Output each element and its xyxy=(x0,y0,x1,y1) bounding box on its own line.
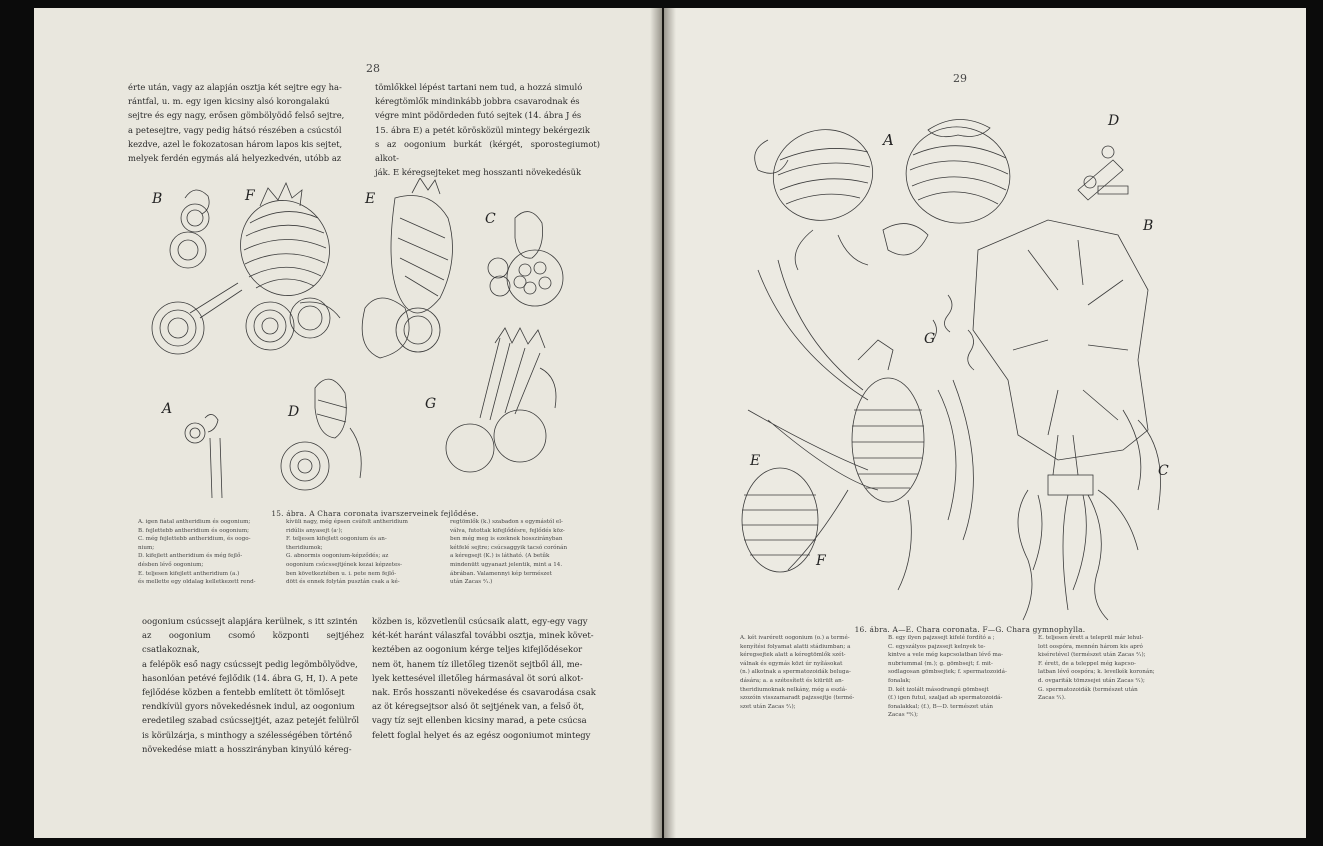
caption-line: désben lévő oogonium; xyxy=(138,561,204,568)
svg-text:F: F xyxy=(245,188,255,204)
caption-line: oogonium csúcssejtjének kezai képzetes- xyxy=(286,561,403,568)
text-line: kéregtömlők mindinkább jobbra csavarodnak és xyxy=(375,96,580,107)
caption-line: F. teljesen kifejlett oogonium és an- xyxy=(286,536,387,543)
text-line: hasonlóan petévé fejlődik (14. ábra G, H, I). A pete xyxy=(142,672,358,683)
caption-line: lott oospóra, mennén három kis apró xyxy=(1038,643,1143,650)
text-line: nem öt, hanem tíz illetőleg tizenöt sejtből áll, me- xyxy=(372,658,583,669)
text-line: a felépök eső nagy csúcssejt pedig legömbölyödve, xyxy=(142,658,358,669)
caption-line: B. fejlettebb antheridium és oogonium; xyxy=(138,527,250,534)
caption-line: A. igen fiatal antheridium és oogonium; xyxy=(138,519,251,525)
text-line: az oogonium csomó központi sejtjéhez csatlakoznak, xyxy=(142,630,364,655)
fig15-caption-col-3 xyxy=(450,518,590,587)
fig15-A xyxy=(185,414,222,498)
fig15-caption-col-2 xyxy=(286,518,426,587)
figure-15-illustration xyxy=(150,178,600,508)
text-line: nak. Erős hosszanti növekedése és csavarodása csak xyxy=(372,687,596,698)
svg-text:B: B xyxy=(1143,218,1154,234)
fig15-D xyxy=(281,379,361,490)
fig16-D xyxy=(1078,146,1128,200)
figure-16-illustration xyxy=(728,90,1188,630)
fig16-G xyxy=(933,295,974,370)
left-page-number: 28 xyxy=(366,62,380,75)
caption-line: theridiumok; xyxy=(286,544,323,551)
text-line: felett foglal helyet és az egész oogoniumot mintegy xyxy=(372,729,591,740)
text-line: s az oogonium burkát (kérgét, sporostegiumot) alkot- xyxy=(375,138,600,164)
svg-text:G: G xyxy=(425,396,437,412)
text-line: az öt kéregsejtsor alsó öt sejtjének van, a felső öt, xyxy=(372,701,585,712)
text-line: ják. E kéregsejteket meg hosszanti növekedésük xyxy=(375,167,582,178)
fig16-B xyxy=(973,220,1148,460)
caption-line: C. egyszályos pajzssejt kelnyek te- xyxy=(888,643,986,650)
caption-line: dására; a. a szétesített és kiürült an- xyxy=(740,677,844,684)
caption-line: D. kifejlett antheridium és még fejlő- xyxy=(138,553,243,560)
fig16-caption-col-2 xyxy=(888,634,1028,720)
text-line: közben is, közvetlenül csúcsaik alatt, egy-egy vagy xyxy=(372,616,588,626)
caption-line: (n.) alkotnak a spermatozoidák beluga- xyxy=(740,669,851,676)
caption-line: sodlagosan gömbsejtek; f. spermatozoidá- xyxy=(888,669,1007,676)
text-line: tömlőkkel lépést tartani nem tud, a hozzá simuló xyxy=(375,82,583,92)
text-line: a petesejtre, vagy pedig hátsó részében a csúcstól xyxy=(128,124,342,135)
text-line: keztében az oogonium kérge teljes kifejlődésekor xyxy=(372,644,583,655)
caption-line: kívüli nagy, még épsen csúfolt antheridium xyxy=(286,519,408,525)
svg-text:D: D xyxy=(288,404,300,420)
text-line: rendkívül gyors növekedésnek indul, az oogonium xyxy=(142,701,355,712)
svg-text:A: A xyxy=(162,401,173,417)
caption-line: szozóin visszamaradt pajzssejtje (termé- xyxy=(740,695,855,702)
caption-line: (f.) igen futul, szaljad ab spermatozoidá- xyxy=(888,695,1003,702)
caption-line: A. két ivarérett oogonium (o.) a termé- xyxy=(740,635,850,641)
caption-line: C. még fejlettebb antheridium, és oogo- xyxy=(138,536,251,543)
svg-text:C: C xyxy=(1158,463,1169,479)
fig16-caption-col-1 xyxy=(740,634,880,711)
caption-line: Zacas ²⁄₁). xyxy=(1038,695,1066,702)
svg-text:E: E xyxy=(365,191,376,207)
text-line: vagy tíz sejt ellenben kicsiny marad, a pete csúcsa xyxy=(372,715,587,726)
fig15-caption-col-1 xyxy=(138,518,278,587)
fig15-C xyxy=(488,212,563,306)
fig15-G xyxy=(446,328,556,472)
caption-line: válva, futottak kifejlődésre, fejlődés köz- xyxy=(450,527,565,534)
text-line: is körülzárja, s minthogy a szélességében történő xyxy=(142,729,353,740)
caption-line: kéregsejtek alatt a kéregtömlők szét- xyxy=(740,652,846,659)
fig15-F-oogonium xyxy=(190,183,343,350)
fig16-C xyxy=(1018,410,1161,620)
text-line: melyek ferdén egymás alá helyezkedvén, utóbb az xyxy=(128,153,342,164)
fig15-E xyxy=(362,178,452,358)
text-line: rántfal, u. m. egy igen kicsiny alsó korongalakú xyxy=(128,96,330,107)
caption-line: d. ovgariták tömzsejei után Zacas ²⁄₁); xyxy=(1038,677,1145,684)
caption-line: szet után Zacas ²⁄₁); xyxy=(740,703,796,710)
text-line: lyek kettesével illetőleg hármasával öt sorú alkot- xyxy=(372,672,584,683)
caption-line: Zacas ²⁰⁄₁); xyxy=(888,712,919,719)
svg-text:E: E xyxy=(750,453,761,469)
text-line: oogonium csúcssejt alapjára kerülnek, s itt szintén xyxy=(142,616,358,626)
caption-line: mindenütt ugyanazt jelentik, mint a 14. xyxy=(450,561,563,568)
svg-text:C: C xyxy=(485,211,496,227)
svg-text:G: G xyxy=(924,331,936,347)
text-line: eredetileg szabad csúcssejtjét, azaz petejét felülről xyxy=(142,715,360,726)
caption-line: dött és ennek folytán pusztán csak a ké- xyxy=(286,579,400,586)
left-bottom-column-2 xyxy=(372,614,598,742)
text-line: két-két haránt válaszfal további osztja, minek követ- xyxy=(372,630,594,641)
caption-line: kétfelé sejtre; csúcsaggyik tacsó corónán xyxy=(450,544,568,551)
svg-text:A: A xyxy=(883,131,894,149)
svg-text:F: F xyxy=(816,553,826,569)
fig15-caption-title: 15. ábra. A Chara coronata ivarszerveinek fejlődése. xyxy=(271,509,479,518)
text-line: 15. ábra E) a petét körösközül mintegy bekérgezik xyxy=(375,124,591,135)
caption-line: kiséretével (természet után Zacas ²⁄₁); xyxy=(1038,652,1146,659)
caption-line: E. teljesen kifejlett antheridium (a.) xyxy=(138,570,240,577)
svg-text:B: B xyxy=(152,191,163,207)
caption-line: fonalakkal; (f.), B—D. természet után xyxy=(888,703,993,710)
caption-line: után Zacas ²⁄₁.) xyxy=(450,579,493,586)
text-line: kezdve, azel le fokozatosan három lapos kis sejtet, xyxy=(128,138,343,149)
caption-line: ben még meg is ezeknek hosszirányban xyxy=(450,536,563,543)
caption-line: G. abnormis oogonium-képződés; az xyxy=(286,553,389,560)
caption-line: válnak és egymás közt úr nyílásokat xyxy=(740,660,843,667)
caption-line: nium; xyxy=(138,544,155,551)
caption-line: theridiumoknak nelkány, még a eszlá- xyxy=(740,686,847,693)
text-line: sejtre és egy nagy, erősen gömbölyödő felső sejtre, xyxy=(128,110,345,121)
caption-line: fonalak; xyxy=(888,677,911,684)
caption-line: latban lévő oospóra; k. levelkék koronán; xyxy=(1038,669,1155,676)
caption-line: G. spermatozoidák (természet után xyxy=(1038,686,1138,693)
book-gutter xyxy=(650,8,676,838)
caption-line: ábrában. Valamennyi kép természet xyxy=(450,570,552,577)
text-line: fejlődése közben a fentebb említett öt tömlősejt xyxy=(142,687,345,698)
text-line: érte után, vagy az alapján osztja két sejtre egy ha- xyxy=(128,82,342,92)
fig16-caption-title: 16. ábra. A—E. Chara coronata. F—G. Chara gymnophylla. xyxy=(854,625,1086,634)
svg-text:D: D xyxy=(1108,113,1120,129)
text-line: végre mint pödördeden futó sejtek (14. ábra J és xyxy=(375,110,582,121)
fig16-caption-col-3 xyxy=(1038,634,1178,703)
text-line: növekedése miatt a hosszirányban kinyúló kéreg- xyxy=(142,743,352,754)
fig15-B xyxy=(152,190,209,354)
caption-line: nubriummal (m.); g. gömbsejt; f. mit- xyxy=(888,660,993,667)
left-top-column-2 xyxy=(375,80,600,179)
fig16-E xyxy=(742,468,818,572)
caption-line: D. két izolált másodrangú gömbsejt xyxy=(888,686,989,693)
left-top-column-1 xyxy=(128,80,368,165)
left-bottom-column-1 xyxy=(142,614,364,756)
caption-line: E. teljesen érett a teleprül már lehul- xyxy=(1038,635,1144,641)
caption-line: B. egy ilyen pajzssejt kifelé fordító a ; xyxy=(888,635,995,641)
caption-line: ridúlis anyasejt (a·); xyxy=(286,527,343,534)
caption-line: ben következtében u. i. pete nem fejlő- xyxy=(286,570,397,577)
right-page-number: 29 xyxy=(953,72,967,85)
caption-line: regtömlők (k.) szabadon s egymástól el- xyxy=(450,519,563,525)
caption-line: és mellette egy oldalag kelletkezett rend- xyxy=(138,579,256,586)
caption-line: F. érett, de a teleppel még kapcso- xyxy=(1038,660,1136,667)
fig16-F xyxy=(748,260,973,590)
caption-line: kenyítési folyamat alatti stádiumban; a xyxy=(740,643,851,650)
caption-line: kintve a vele még kapcsolatban lévő ma- xyxy=(888,652,1003,659)
caption-line: a kéregsejt (K.) is látható. (A betűk xyxy=(450,553,550,560)
